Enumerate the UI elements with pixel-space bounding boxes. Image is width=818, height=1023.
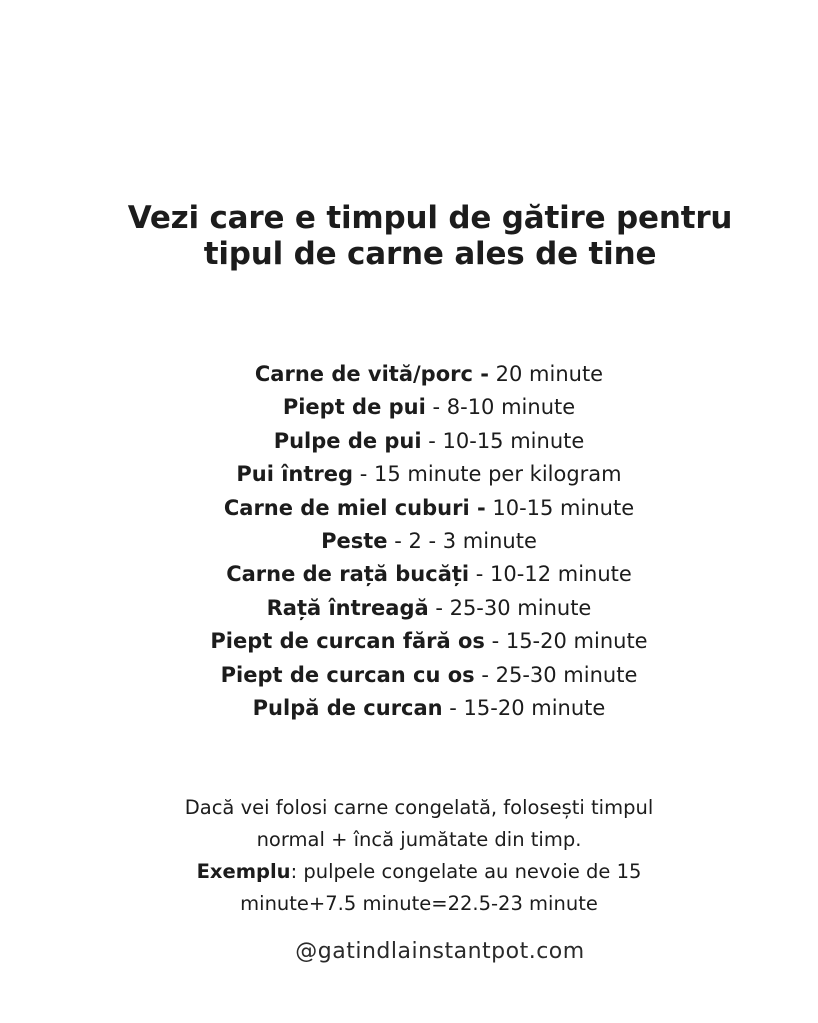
social-handle: @gatindlainstantpot.com (295, 939, 585, 964)
meat-name: Peste (321, 529, 388, 554)
cook-time: - 15-20 minute (484, 629, 648, 654)
note-line-1: Dacă vei folosi carne congelată, folosești timpul (184, 796, 654, 819)
page-title: Vezi care e timpul de gătire pentru tipul de carne ales de tine (127, 200, 733, 272)
meat-name: Carne de vită/porc - (254, 362, 489, 386)
cooking-time-item (79, 659, 779, 692)
cooking-time-item (79, 492, 779, 525)
cook-time: - 25-30 minute (428, 595, 592, 620)
meat-name: Piept de curcan cu os (220, 662, 475, 687)
meat-name: Rață întreagă (266, 595, 429, 620)
note-line-2: normal + încă jumătate din timp. (256, 828, 582, 851)
meat-name: Pui întreg (236, 462, 354, 487)
cooking-time-item (79, 558, 779, 591)
example-text: : pulpele congelate au nevoie de 15 (290, 860, 642, 883)
meat-name: Piept de pui (282, 395, 426, 420)
cooking-time-item (79, 425, 779, 458)
cook-time: - 10-15 minute (421, 428, 585, 453)
example-line-2: minute+7.5 minute=22.5-23 minute (240, 892, 598, 915)
cooking-time-item (79, 391, 779, 424)
frozen-meat-note (109, 792, 729, 920)
meat-name: Carne de miel cuburi - (223, 495, 486, 520)
cook-time: 20 minute (488, 362, 604, 386)
meat-name: Pulpe de pui (273, 428, 422, 453)
meat-name: Piept de curcan fără os (210, 629, 485, 654)
cook-time: - 8-10 minute (425, 395, 576, 420)
cooking-times-list (79, 358, 779, 725)
cook-time: - 2 - 3 minute (387, 529, 537, 554)
cooking-time-item (79, 625, 779, 658)
cook-time: 10-15 minute (485, 495, 635, 520)
cooking-time-item (79, 592, 779, 625)
cooking-time-item (79, 358, 779, 391)
cooking-time-item (79, 458, 779, 491)
cook-time: - 10-12 minute (469, 562, 632, 587)
cook-time: - 15-20 minute (442, 696, 606, 721)
meat-name: Carne de rață bucăți (226, 562, 470, 587)
cooking-time-item (79, 692, 779, 725)
example-label: Exemplu (196, 860, 291, 883)
cook-time: - 15 minute per kilogram (353, 462, 622, 487)
meat-name: Pulpă de curcan (252, 696, 443, 721)
cook-time: - 25-30 minute (474, 662, 638, 687)
cooking-time-item (79, 525, 779, 558)
